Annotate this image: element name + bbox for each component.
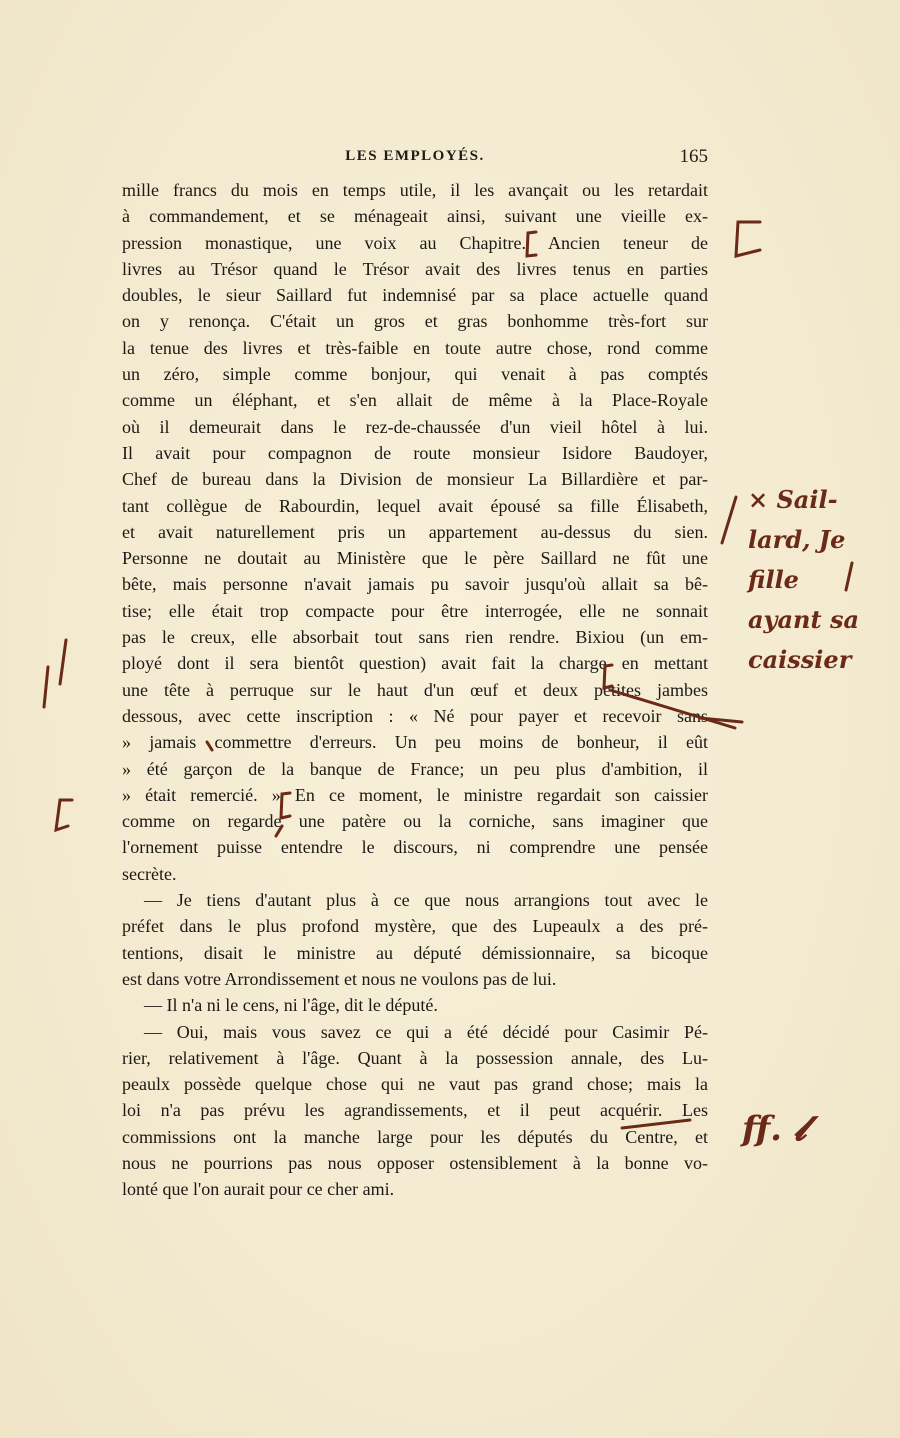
text-line: préfet dans le plus profond mystère, que des Lupeaulx a des pré- [122,916,708,937]
running-head [122,146,708,168]
text-line: une tête à perruque sur le haut d'un œuf et deux petites jambes [122,679,708,700]
text-line: la tenue des livres et très-faible en toute autre chose, rond comme [122,337,708,358]
running-title: LES EMPLOYÉS. [345,148,485,164]
text-line: est dans votre Arrondissement et nous ne voulons pas de lui. [122,968,557,989]
text-line: Personne ne doutait au Ministère que le père Saillard ne fût une [122,548,708,569]
text-line: commissions ont la manche large pour les députés du Centre, et [122,1126,708,1147]
slash-mark [722,497,736,543]
text-line: comme un éléphant, et s'en allait de même à la Place-Royale [122,390,708,411]
text-line: à commandement, et se ménageait ainsi, suivant une vieille ex- [122,206,708,227]
text-line: Chef de bureau dans la Division de monsieur La Billardière et par- [122,469,708,490]
text-line: » été garçon de la banque de France; un peu plus d'ambition, il [122,758,708,779]
text-line: — Il n'a ni le cens, ni l'âge, dit le député. [144,995,438,1016]
text-line: l'ornement puisse entendre le discours, ni comprendre une pensée [122,837,708,858]
text-line: nous ne pourrions pas nous opposer ostensiblement à la bonne vo- [122,1152,708,1173]
text-line: ployé dont il sera bientôt question) avait fait la charge en mettant [122,653,708,674]
text-line: tise; elle était trop compacte pour être interrogée, elle ne sonnait [122,600,708,621]
page-number: 165 [679,146,708,167]
margin-bracket-mark [736,222,760,256]
text-line: rier, relativement à l'âge. Quant à la possession annale, des Lu- [122,1047,708,1068]
text-line: » était remercié. » En ce moment, le ministre regardait son caissier [122,784,708,805]
text-line: pression monastique, une voix au Chapitre. Ancien teneur de [122,232,708,253]
text-line: livres au Trésor quand le Trésor avait des livres tenus en parties [122,258,708,279]
text-line: secrète. [122,863,177,884]
text-line: mille francs du mois en temps utile, il les avançait ou les retardait [122,180,708,200]
text-line: tentions, disait le ministre au député démissionnaire, sa bicoque [122,942,708,963]
left-margin-stroke [60,640,66,684]
text-line: comme on regarde une patère ou la corniche, sans imaginer que [122,811,708,832]
margin-bracket-mark [56,800,72,830]
text-line: lonté que l'on aurait pour ce cher ami. [122,1179,395,1200]
text-line: peaulx possède quelque chose qui ne vaut pas grand chose; mais la [122,1074,708,1095]
text-line: Il avait pour compagnon de route monsieur Isidore Baudoyer, [122,442,708,463]
text-line: dessous, avec cette inscription : « Né pour payer et recevoir sans [122,705,708,726]
handwritten-typo-note: ff. 𝓵 [742,1109,807,1149]
text-line: où il demeurait dans le rez-de-chaussée d'un vieil hôtel à lui. [122,416,708,437]
left-margin-stroke [44,667,48,707]
text-line: tant collègue de Rabourdin, lequel avait épousé sa fille Élisabeth, [122,495,708,516]
body-text [122,177,708,1203]
text-line: doubles, le sieur Saillard fut indemnisé par sa place actuelle quand [122,285,708,306]
text-line: bête, mais personne n'avait jamais pu savoir jusqu'où allait sa bê- [122,574,708,595]
text-line: pas le creux, elle absorbait tout sans rien rendre. Bixiou (un em- [122,627,708,648]
text-line: loi n'a pas prévu les agrandissements, et il peut acquérir. Les [122,1100,708,1121]
text-line: — Oui, mais vous savez ce qui a été décidé pour Casimir Pé- [144,1021,708,1042]
text-line: un zéro, simple comme bonjour, qui venait à pas comptés [122,364,708,385]
text-line: » jamais commettre d'erreurs. Un peu moins de bonheur, il eût [122,732,708,753]
text-line: et avait naturellement pris un appartement au-dessus du sien. [122,521,708,542]
margin-note [748,480,868,680]
text-line: on y renonça. C'était un gros et gras bonhomme très-fort sur [122,311,708,332]
text-line: — Je tiens d'autant plus à ce que nous arrangions tout avec le [144,890,708,911]
margin-note [742,1109,807,1149]
handwritten-insert: × Sail- lard, Je fille ayant sa caissier [748,485,859,674]
